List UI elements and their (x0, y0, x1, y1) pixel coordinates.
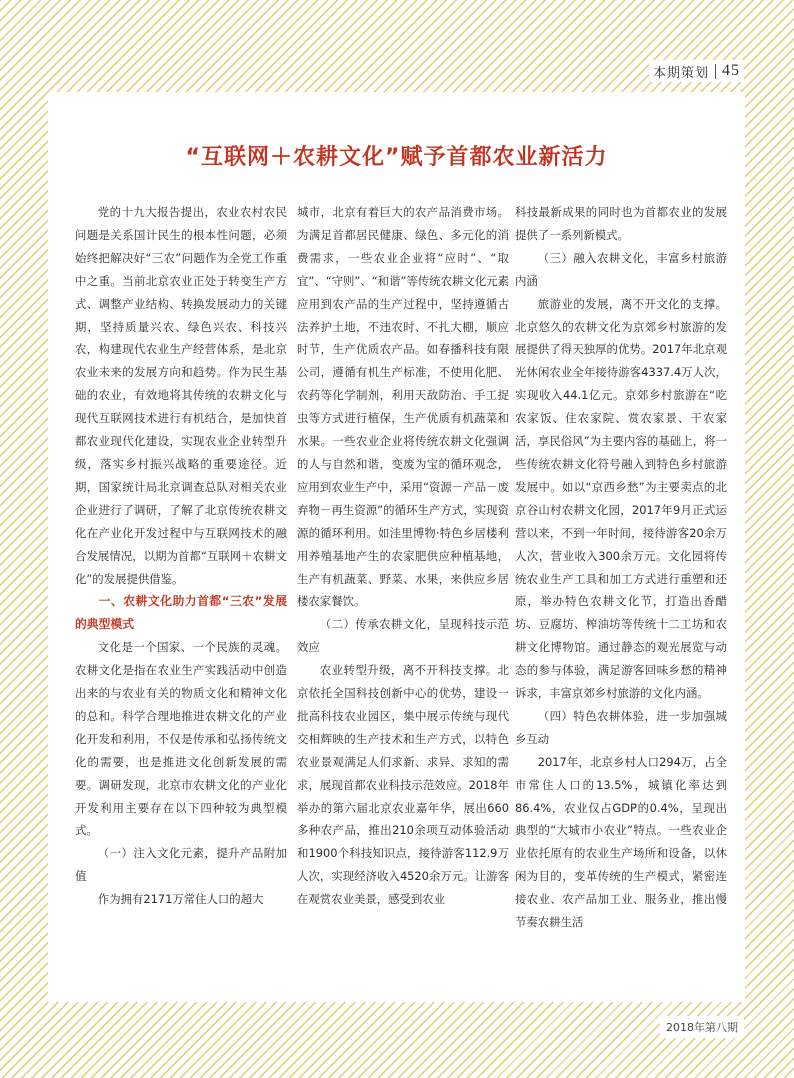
column-3 (515, 201, 727, 934)
paragraph: 科技最新成果的同时也为首都农业的发展提供了一系列新模式。 (515, 205, 727, 242)
paragraph: 2017年，北京乡村人口294万，占全市常住人口的13.5%，城镇化率达到86.4%，农业仅占GDP的0.4%，呈现出典型的“大城市小农业”特点。一些农业企业依托原有的农业生产场所和设备，以休闲为目的，变革传统的生产模式，紧密连接农业、农产品加工业、服务业，推出慢节奏农耕生活 (515, 754, 727, 930)
page-header (649, 60, 744, 82)
section-heading: 一、农耕文化助力首都“三农”发展的典型模式 (75, 594, 287, 632)
subsection-heading: （二）传承农耕文化，呈现科技示范效应 (297, 617, 509, 655)
paragraph: 旅游业的发展，离不开文化的支撑。北京悠久的农耕文化为京郊乡村旅游的发展提供了得天独厚的优势。2017年北京观光休闲农业全年接待游客4337.4万人次，实现收入44.1亿元。京郊乡村旅游在“吃农家饭、住农家院、赏农家景、干农家活，享民俗风”为主要内容的基础上，将一些传统农耕文化符号融入到特色乡村旅游发展中。如以“京西乡愁”为主要卖点的北京谷山村农耕文化园，2017年9月正式运营以来，不到一年时间，接待游客20余万人次，营业收入300余万元。文化园将传统农业生产工具和加工方式进行重塑和还原，举办特色农耕文化节，打造出香醋坊、豆腐坊、榨油坊等传统十二工坊和农耕文化博物馆。通过静态的观光展览与动态的参与体验，满足游客回味乡愁的精神诉求，丰富京郊乡村旅游的文化内涵。 (515, 296, 727, 701)
paragraph: 党的十九大报告提出，农业农村农民问题是关系国计民生的根本性问题，必须始终把解决好“三农”问题作为全党工作重中之重。当前北京农业正处于转变生产方式、调整产业结构、转换发展动力的关键期，坚持质量兴农、绿色兴农、科技兴农，构建现代农业生产经营体系，是北京农业未来的发展方向和趋势。作为民生基础的农业，有效地将其传统的农耕文化与现代互联网技术进行有机结合，是加快首都农业现代化建设，实现农业企业转型升级，落实乡村振兴战略的重要途径。近期，国家统计局北京调查总队对相关农业企业进行了调研，了解了北京传统农耕文化在产业化开发过程中与互联网技术的融合发展情况，以期为首都“互联网＋农耕文化”的发展提供借鉴。 (75, 205, 287, 586)
header-divider (715, 64, 716, 79)
section-label: 本期策划 (652, 65, 709, 81)
subsection-heading: （一）注入文化元素，提升产品附加值 (75, 846, 287, 884)
column-1 (75, 201, 287, 911)
column-2 (297, 201, 509, 911)
paragraph: 农业转型升级，离不开科技支撑。北京依托全国科技创新中心的优势，建设一批高科技农业园区，集中展示传统与现代交相辉映的生产技术和生产方式，以特色农业景观满足人们求新、求异、求知的需求，展现首都农业科技示范效应。2018年举办的第六届北京农业嘉年华，展出660多种农产品，推出210余项互动体验活动和1900个科技知识点，接待游客112.9万人次，实现经济收入4520余万元。让游客在观赏农业美景，感受到农业 (297, 663, 509, 907)
subsection-heading: （四）特色农耕体验，进一步加强城乡互动 (515, 708, 727, 746)
paragraph: 作为拥有2171万常住人口的超大 (97, 892, 264, 907)
paragraph: 文化是一个国家、一个民族的灵魂。农耕文化是指在农业生产实践活动中创造出来的与农业有关的物质文化和精神文化的总和。科学合理地推进农耕文化的产业化开发和利用，不仅是传承和弘扬传统文化的需要，也是推进文化创新发展的需要。调研发现，北京市农耕文化的产业化开发利用主要存在以下四种较为典型模式。 (75, 640, 287, 838)
subsection-heading: （三）融入农耕文化，丰富乡村旅游内涵 (515, 250, 727, 288)
paragraph: 城市，北京有着巨大的农产品消费市场。为满足首都居民健康、绿色、多元化的消费需求，一些农业企业将“应时”、“取宜”、“守则”、“和谐”等传统农耕文化元素应用到农产品的生产过程中，坚持遵循古法养护土地，不违农时、不扎大棚，顺应时节，生产优质农产品。如春播科技有限公司，遵循有机生产标准，不使用化肥、农药等化学制剂，利用天敌防治、手工捉虫等方式进行植保，生产优质有机蔬菜和水果。一些农业企业将传统农耕文化强调的人与自然和谐，变废为宝的循环观念，应用到农业生产中，采用“资源－产品－废弃物－再生资源”的循环生产方式，实现资源的循环利用。如洼里博物·特色乡居楼利用养殖基地产生的农家肥供应种植基地，生产有机蔬菜、野菜、水果，来供应乡居楼农家餐饮。 (297, 205, 509, 609)
page-number: 45 (722, 62, 740, 79)
issue-footer (660, 1016, 744, 1038)
issue-label: 2018年第八期 (666, 1021, 738, 1034)
article-title: “互联网＋农耕文化”赋予首都农业新活力 (185, 145, 608, 170)
